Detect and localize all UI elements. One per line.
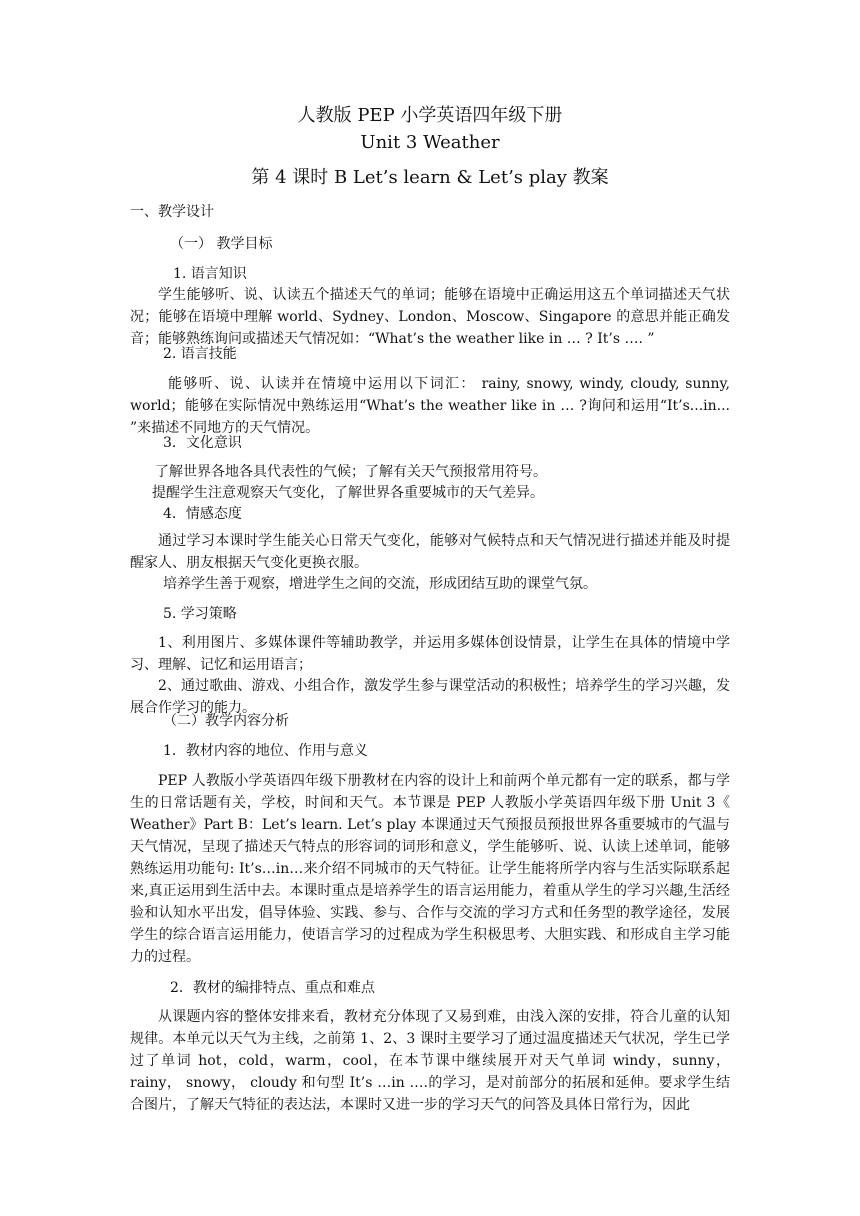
section-heading-design: 一、教学设计 [130,204,214,220]
paragraph-language-skills: 能够听、说、认读并在情境中运用以下词汇： rainy, snowy, windy, cloudy, sunny, world；能够在实际情况中熟练运用“What’s the weather like in … ?询问和运用“It’s...in... ”来描述不同地方的天气情况。 [130,376,730,436]
heading-language-knowledge: 1. 语言知识 [173,266,247,282]
heading-emotion: 4．情感态度 [163,506,242,522]
document-title: 人教版 PEP 小学英语四年级下册 [297,105,563,126]
paragraph-culture-a: 了解世界各地各具代表性的气候；了解有关天气预报常用符号。 [155,464,547,480]
paragraph-emotion-b: 培养学生善于观察，增进学生之间的交流，形成团结互助的课堂气氛。 [163,576,597,592]
heading-material-position: 1．教材内容的地位、作用与意义 [163,743,368,759]
paragraph-strategy-a: 1、利用图片、多媒体课件等辅助教学，并运用多媒体创设情景，让学生在具体的情境中学习、理解、记忆和运用语言； [130,635,730,673]
heading-language-skills: 2. 语言技能 [163,346,237,362]
paragraph-culture-b: 提醒学生注意观察天气变化，了解世界各重要城市的天气差异。 [152,485,544,501]
document-subtitle-unit: Unit 3 Weather [360,132,500,153]
heading-material-arrangement: 2．教材的编排特点、重点和难点 [170,980,375,996]
paragraph-material-position: PEP 人教版小学英语四年级下册教材在内容的设计上和前两个单元都有一定的联系，都与学生的日常话题有关，学校，时间和天气。本节课是 PEP 人教版小学英语四年级下册 Unit 3《 Weather》Part B：Let’s learn. Let’s play 本课通过天气预报员预报世界各重要城市的气温与天气情况，呈现了描述天气特点的形容词的词形和意义，学生能够听、说、认读上述单词，能够熟练运用功能句: It’s…in…来介绍不同城市的天气特征。让学生能将所学内容与生活实际联系起来,真正运用到生活中去。本课时重点是培养学生的语言运用能力，着重从学生的学习兴趣,生活经验和认知水平出发，倡导体验、实践、参与、合作与交流的学习方式和任务型的教学途径，发展学生的综合语言运用能力，使语言学习的过程成为学生积极思考、大胆实践、和形成自主学习能力的过程。 [130,773,730,965]
paragraph-strategy-b: 2、通过歌曲、游戏、小组合作，激发学生参与课堂活动的积极性；培养学生的学习兴趣，发展合作学习的能力。 [130,678,730,716]
document-subtitle-lesson: 第 4 课时 B Let’s learn & Let’s play 教案 [251,167,609,188]
subsection-heading-objectives: （一） 教学目标 [170,236,273,252]
heading-strategy: 5. 学习策略 [163,606,237,622]
paragraph-language-knowledge: 学生能够听、说、认读五个描述天气的单词；能够在语境中正确运用这五个单词描述天气状况；能够在语境中理解 world、Sydney、London、Moscow、Singapore 的意思并能正确发音；能够熟练询问或描述天气情况如：“What’s the weather like in … ? It’s …. ” [130,287,730,347]
paragraph-emotion-a: 通过学习本课时学生能关心日常天气变化，能够对气候特点和天气情况进行描述并能及时提醒家人、朋友根据天气变化更换衣服。 [130,533,730,571]
subsection-heading-content-analysis: （二）教学内容分析 [163,713,289,729]
heading-culture: 3．文化意识 [163,435,242,451]
paragraph-material-arrangement: 从课题内容的整体安排来看，教材充分体现了又易到难，由浅入深的安排，符合儿童的认知规律。本单元以天气为主线，之前第 1、2、3 课时主要学习了通过温度描述天气状况，学生已学过了单词 hot，cold，warm，cool，在本节课中继续展开对天气单词 windy，sunny，rainy， snowy， cloudy 和句型 It’s …in ….的学习，是对前部分的拓展和延伸。要求学生结合图片，了解天气特征的表达法，本课时又进一步的学习天气的问答及具体日常行为，因此 [130,1009,730,1113]
